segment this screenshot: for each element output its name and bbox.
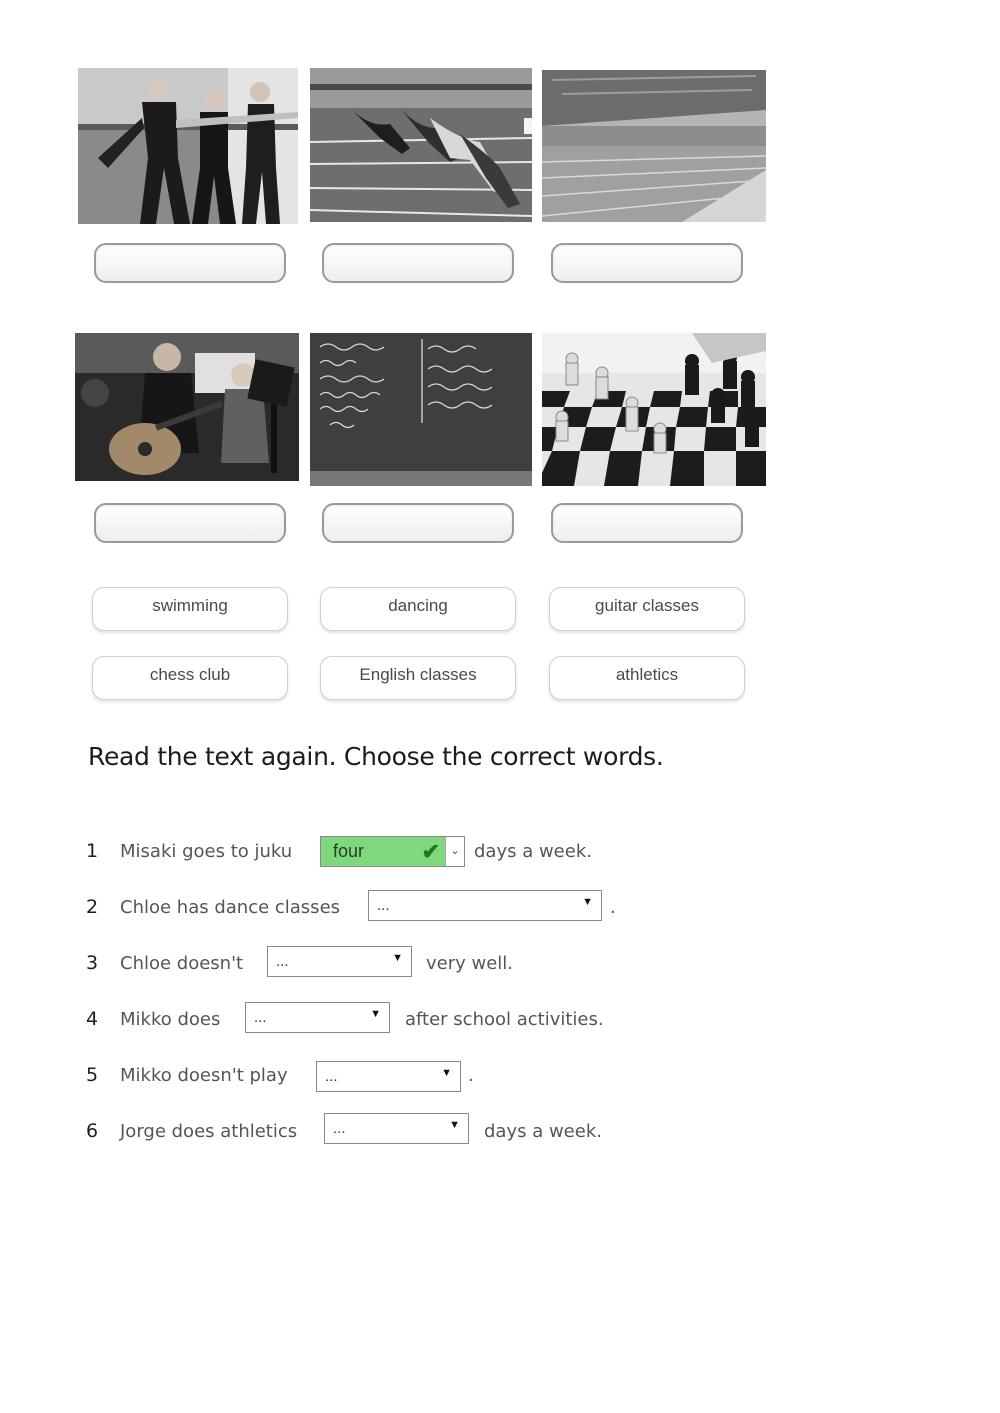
select-value: ... xyxy=(333,1120,346,1137)
word-chip-guitar-classes[interactable]: guitar classes xyxy=(549,587,745,631)
word-chip-swimming[interactable]: swimming xyxy=(92,587,288,631)
chess-board-photo xyxy=(542,333,766,486)
question-text-after: days a week. xyxy=(484,1121,602,1142)
question-number: 1 xyxy=(86,840,99,862)
word-chip-english-classes[interactable]: English classes xyxy=(320,656,516,700)
chalkboard-photo xyxy=(310,333,532,486)
sprinters-photo xyxy=(310,68,532,222)
ballet-dancers-photo xyxy=(78,68,298,224)
question-number: 6 xyxy=(86,1120,99,1142)
answer-select-3[interactable] xyxy=(267,946,412,977)
word-chip-chess-club[interactable]: chess club xyxy=(92,656,288,700)
select-value: ... xyxy=(254,1009,267,1026)
check-icon: ✔ xyxy=(421,839,440,864)
question-number: 5 xyxy=(86,1064,99,1086)
question-text-before: Chloe doesn't xyxy=(120,953,244,974)
select-value: ... xyxy=(325,1068,338,1085)
question-number: 2 xyxy=(86,896,99,918)
chevron-down-icon[interactable]: ⌄ xyxy=(445,837,464,866)
answer-dropzone-6[interactable] xyxy=(551,503,743,543)
question-number: 3 xyxy=(86,952,99,974)
select-value: four xyxy=(333,841,365,861)
exercise-heading: Read the text again. Choose the correct words. xyxy=(88,742,664,771)
answer-select-1[interactable] xyxy=(320,836,465,867)
question-text-after: . xyxy=(610,897,616,918)
answer-select-6[interactable] xyxy=(324,1113,469,1144)
question-text-after: days a week. xyxy=(474,841,592,862)
question-text-before: Mikko does xyxy=(120,1009,221,1030)
chevron-down-icon: ▼ xyxy=(392,952,403,964)
answer-dropzone-1[interactable] xyxy=(94,243,286,283)
answer-dropzone-4[interactable] xyxy=(94,503,286,543)
swimming-pool-photo xyxy=(542,70,766,222)
answer-dropzone-3[interactable] xyxy=(551,243,743,283)
question-text-before: Mikko doesn't play xyxy=(120,1065,288,1086)
chevron-down-icon: ▼ xyxy=(441,1067,452,1079)
question-text-before: Chloe has dance classes xyxy=(120,897,341,918)
answer-dropzone-2[interactable] xyxy=(322,243,514,283)
question-number: 4 xyxy=(86,1008,99,1030)
word-chip-athletics[interactable]: athletics xyxy=(549,656,745,700)
answer-select-2[interactable] xyxy=(368,890,602,921)
word-chip-dancing[interactable]: dancing xyxy=(320,587,516,631)
chevron-down-icon: ▼ xyxy=(370,1008,381,1020)
answer-select-5[interactable] xyxy=(316,1061,461,1092)
select-value: ... xyxy=(276,953,289,970)
question-text-before: Jorge does athletics xyxy=(120,1121,298,1142)
question-text-before: Misaki goes to juku xyxy=(120,841,293,862)
answer-select-4[interactable] xyxy=(245,1002,390,1033)
select-value: ... xyxy=(377,897,390,914)
chevron-down-icon: ▼ xyxy=(449,1119,460,1131)
answer-dropzone-5[interactable] xyxy=(322,503,514,543)
question-text-after: after school activities. xyxy=(405,1009,604,1030)
guitar-lesson-photo xyxy=(75,333,299,481)
question-text-after: . xyxy=(468,1065,474,1086)
question-text-after: very well. xyxy=(426,953,514,974)
chevron-down-icon: ▼ xyxy=(582,896,593,908)
